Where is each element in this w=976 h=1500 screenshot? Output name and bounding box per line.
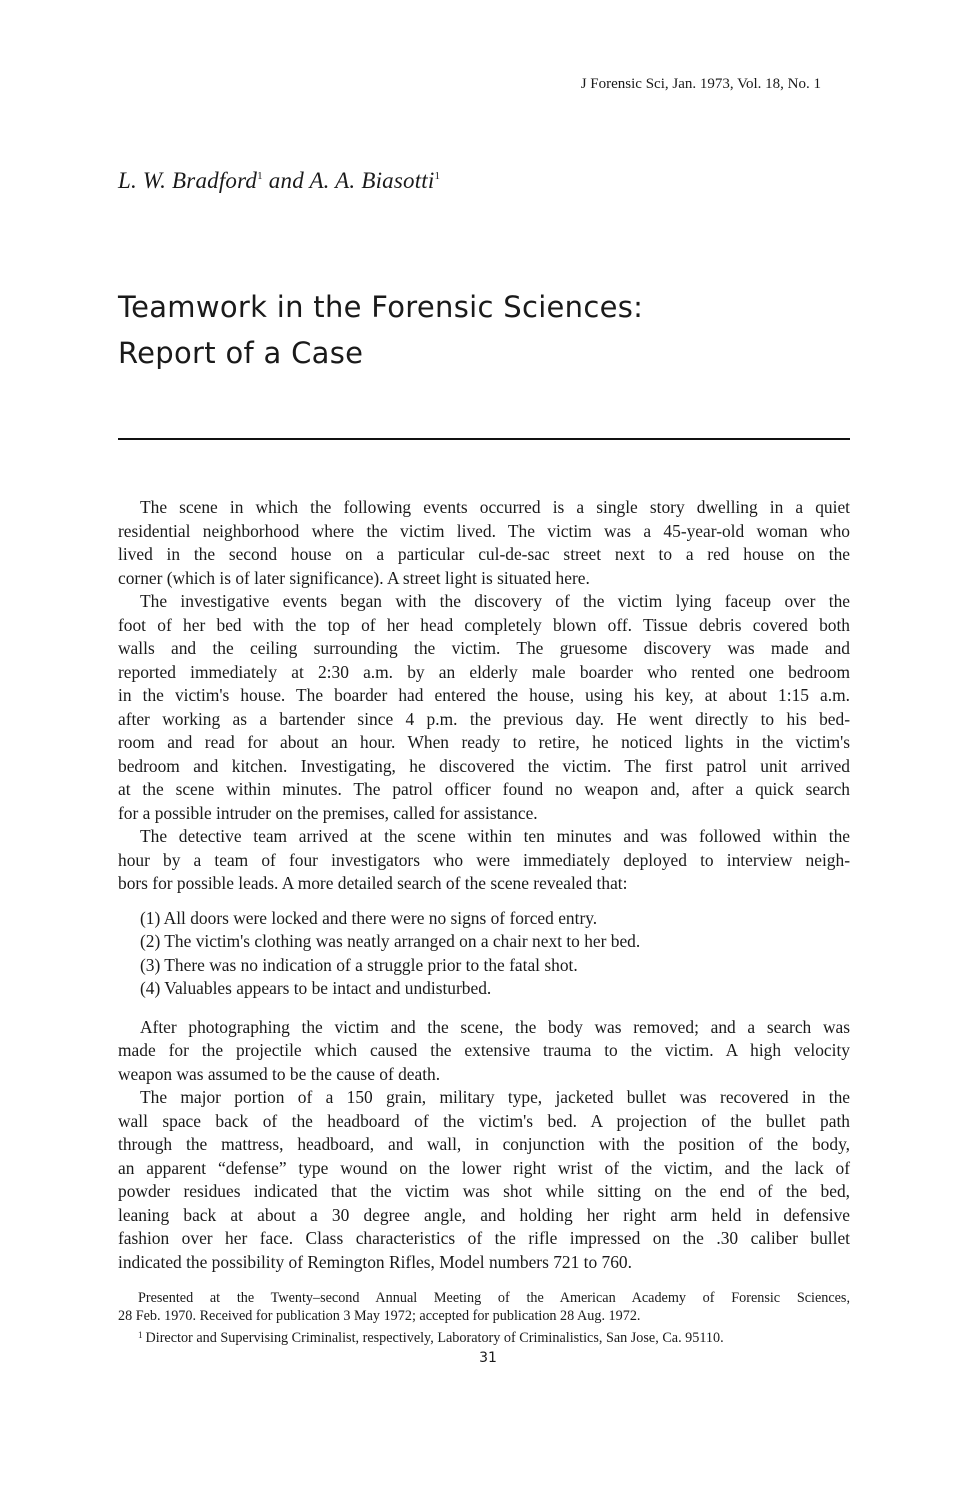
paragraph <box>118 825 850 896</box>
text-line: bedroom and kitchen. Investigating, he discovered the victim. The first patrol unit arrived <box>118 755 850 776</box>
affiliation-mark: 1 <box>257 170 263 182</box>
text-line: reported immediately at 2:30 a.m. by an elderly male boarder who rented one bedroom <box>118 661 850 682</box>
footnote-mark: 1 <box>138 1330 143 1340</box>
text-line: residential neighborhood where the victim lived. The victim was a 45-year-old woman who <box>118 520 850 541</box>
presentation-note <box>118 1290 850 1325</box>
list-item: (4) Valuables appears to be intact and undisturbed. <box>140 978 492 998</box>
title-line: Report of a Case <box>118 336 364 370</box>
text-line: through the mattress, headboard, and wall, in conjunction with the position of the body, <box>118 1134 850 1154</box>
paragraph <box>118 1016 850 1087</box>
text-line: hour by a team of four investigators who were immediately deployed to interview neigh- <box>118 849 850 870</box>
text-line: The investigative events began with the discovery of the victim lying faceup over the <box>140 591 850 611</box>
text-line: indicated the possibility of Remington Rifles, Model numbers 721 to 760. <box>118 1251 632 1272</box>
author-name: A. A. Biasotti <box>309 168 435 193</box>
text-line: The major portion of a 150 grain, military type, jacketed bullet was recovered in the <box>140 1087 850 1107</box>
page-number: 31 <box>479 1350 497 1366</box>
text-line: The scene in which the following events occurred is a single story dwelling in a quiet <box>140 497 850 517</box>
text-line: The detective team arrived at the scene within ten minutes and was followed within the <box>140 826 850 846</box>
affiliation-footnote <box>118 1327 850 1348</box>
list-item: (2) The victim's clothing was neatly arranged on a chair next to her bed. <box>140 931 641 951</box>
text-line: walls and the ceiling surrounding the victim. The gruesome discovery was made and <box>118 638 850 658</box>
affiliation-mark: 1 <box>434 170 441 182</box>
author-name: L. W. Bradford <box>118 168 258 193</box>
text-line: 28 Feb. 1970. Received for publication 3 May 1972; accepted for publication 28 Aug. 1972. <box>118 1307 641 1324</box>
findings-list <box>140 907 850 1001</box>
article-body <box>118 496 850 1274</box>
journal-citation: J Forensic Sci, Jan. 1973, Vol. 18, No. 1 <box>580 76 821 92</box>
text-line: made for the projectile which caused the extensive trauma to the victim. A high velocity <box>118 1040 850 1060</box>
paragraph <box>118 496 850 590</box>
text-line: After photographing the victim and the scene, the body was removed; and a search was <box>140 1016 850 1037</box>
text-line: after working as a bartender since 4 p.m. the previous day. He went directly to his bed- <box>118 708 850 729</box>
footnotes <box>118 1290 850 1348</box>
article-title <box>118 284 643 376</box>
text-line: fashion over her face. Class characteristics of the rifle impressed on the .30 caliber bullet <box>118 1228 850 1248</box>
list-item: (1) All doors were locked and there were no signs of forced entry. <box>140 907 598 928</box>
text-line: in the victim's house. The boarder had entered the house, using his key, at about 1:15 a.m. <box>118 685 850 705</box>
text-line: foot of her bed with the top of her head completely blown off. Tissue debris covered both <box>118 614 850 635</box>
text-line: at the scene within minutes. The patrol officer found no weapon and, after a quick search <box>118 779 850 799</box>
text-line: weapon was assumed to be the cause of death. <box>118 1063 441 1084</box>
paragraph <box>118 1086 850 1274</box>
text-line: room and read for about an hour. When ready to retire, he noticed lights in the victim's <box>118 732 850 752</box>
list-item: (3) There was no indication of a struggle prior to the fatal shot. <box>140 954 578 975</box>
footnote-text: Director and Supervising Criminalist, respectively, Laboratory of Criminalistics, San Jose, Ca. 95110. <box>145 1330 724 1346</box>
text-line: wall space back of the headboard of the victim's bed. A projection of the bullet path <box>118 1110 850 1131</box>
text-line: bors for possible leads. A more detailed search of the scene revealed that: <box>118 873 628 893</box>
text-line: lived in the second house on a particular cul-de-sac street next to a red house on the <box>118 544 850 564</box>
title-divider <box>118 438 850 440</box>
text-line: an apparent “defense” type wound on the lower right wrist of the victim, and the lack of <box>118 1157 850 1178</box>
text-line: corner (which is of later significance). A street light is situated here. <box>118 567 590 588</box>
paragraph <box>118 590 850 825</box>
text-line: for a possible intruder on the premises, called for assistance. <box>118 802 538 823</box>
text-line: leaning back at about a 30 degree angle, and holding her right arm held in defensive <box>118 1204 850 1225</box>
author-separator: and <box>262 168 310 193</box>
title-line: Teamwork in the Forensic Sciences: <box>118 290 644 324</box>
text-line: Presented at the Twenty–second Annual Meeting of the American Academy of Forensic Sciences, <box>138 1290 850 1306</box>
authors <box>118 168 440 194</box>
text-line: powder residues indicated that the victim was shot while sitting on the end of the bed, <box>118 1181 850 1201</box>
